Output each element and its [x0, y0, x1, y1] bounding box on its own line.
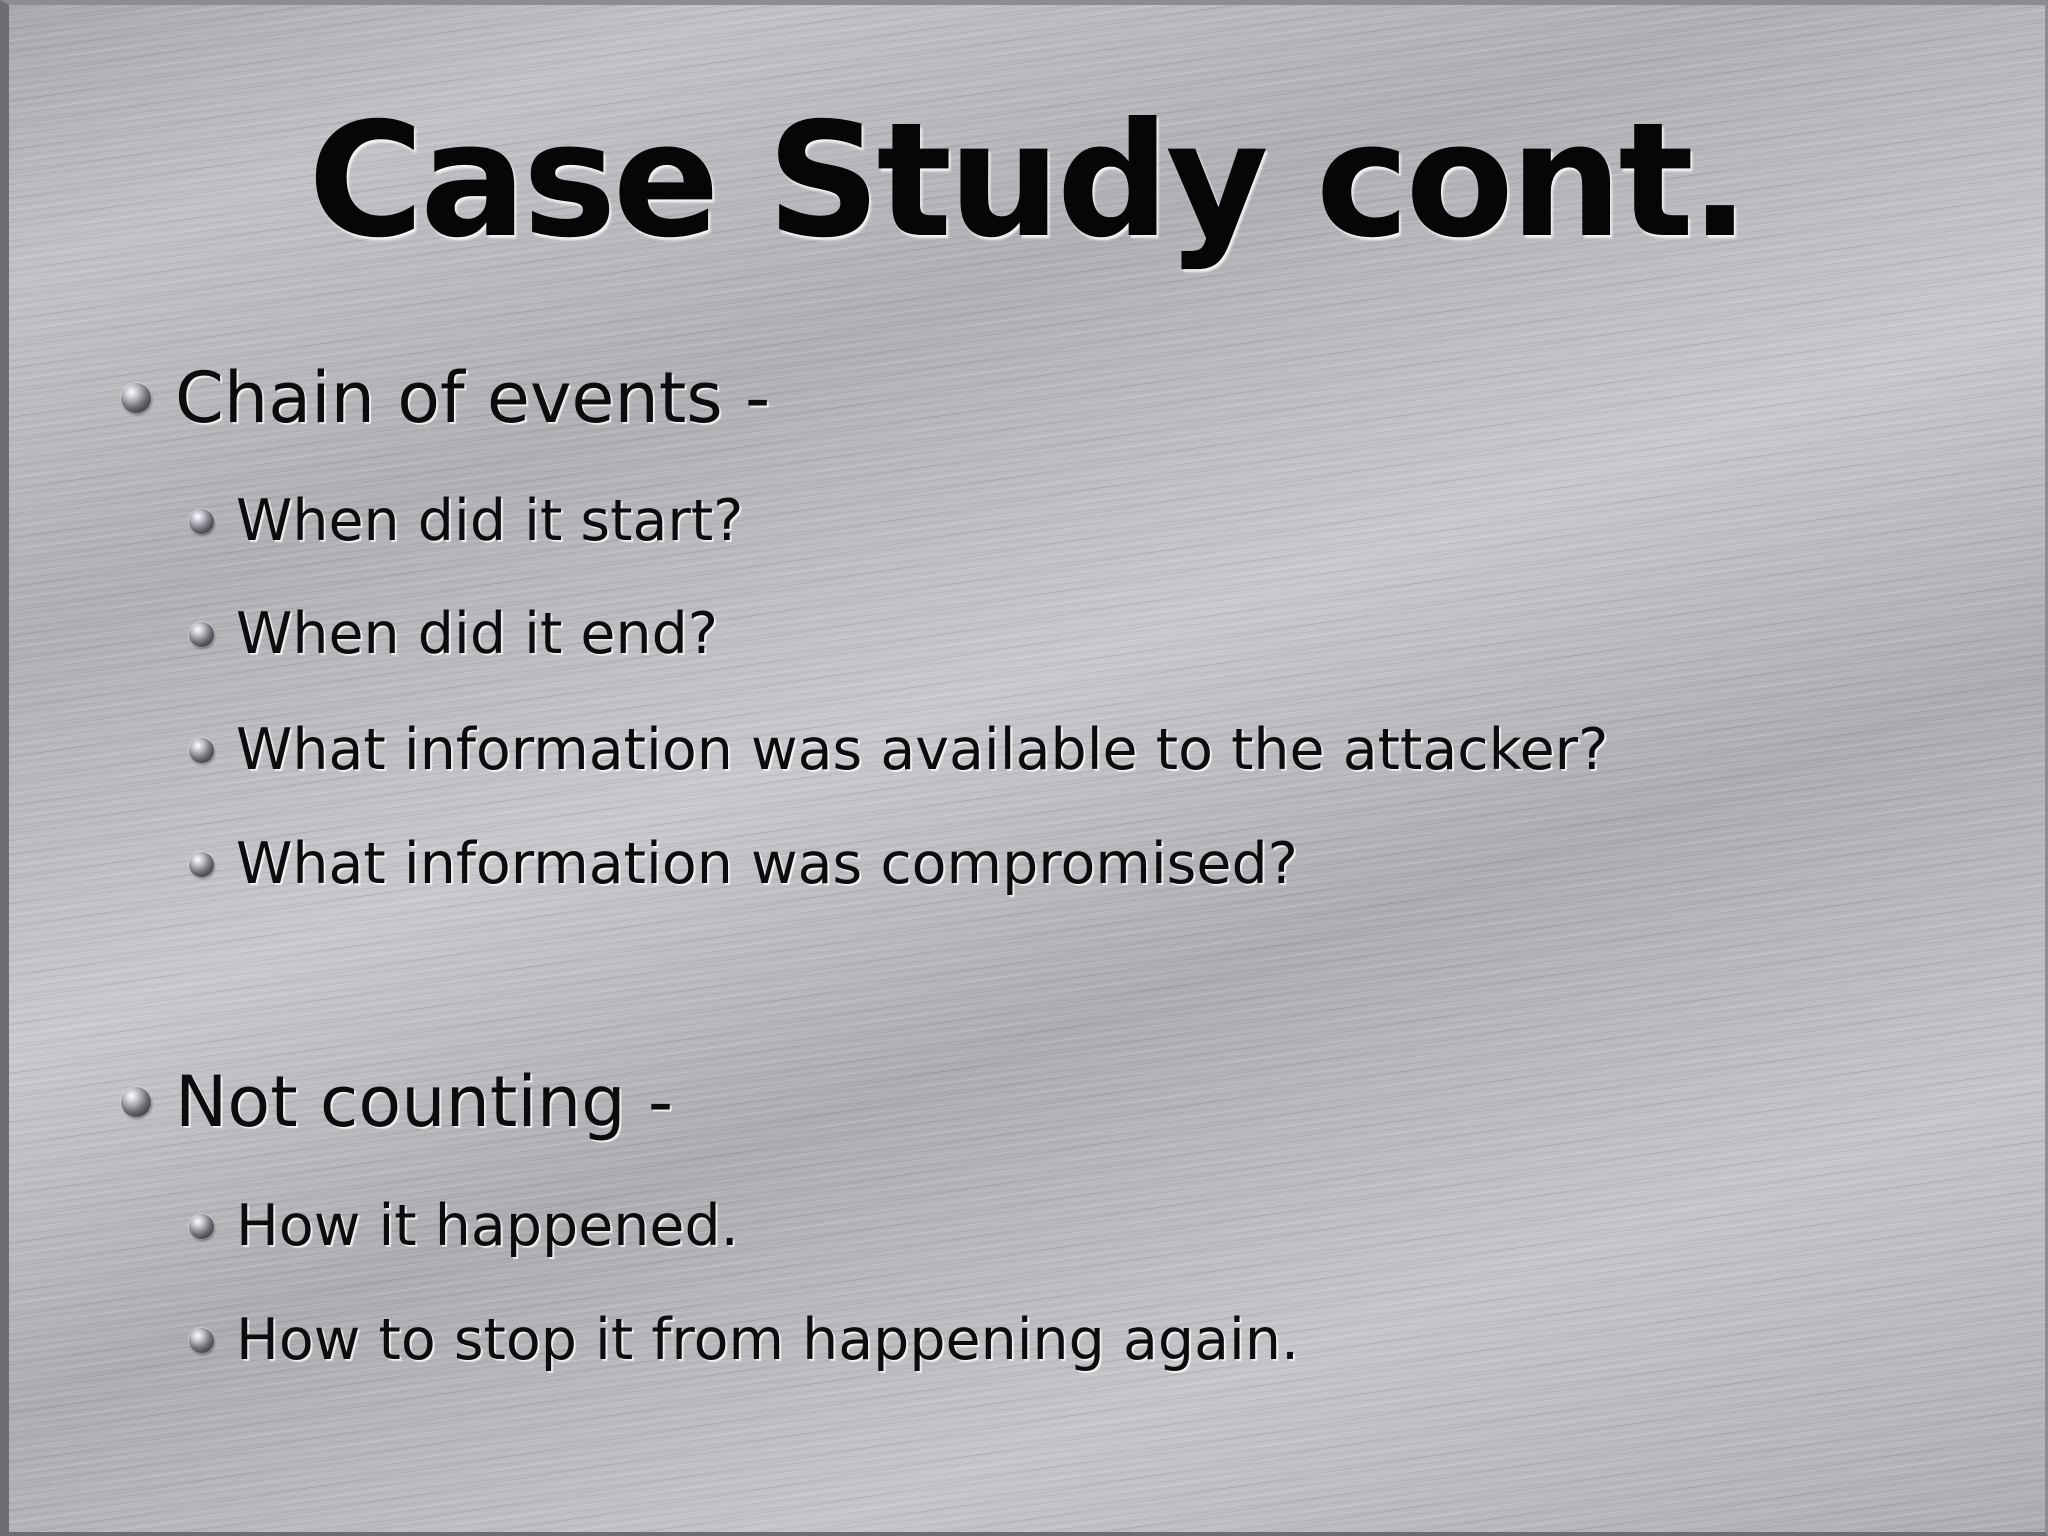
sub-bullet-text: What information was available to the attacker?	[236, 717, 1609, 783]
sub-bullet-text: What information was compromised?	[236, 831, 1298, 897]
sub-bullet-information-available	[189, 712, 1608, 788]
bullet-chain-of-events	[121, 353, 770, 443]
sphere-bullet-icon	[189, 622, 214, 647]
sub-bullet-end	[189, 596, 718, 672]
bullet-text: Not counting -	[175, 1061, 674, 1143]
sub-bullet-information-compromised	[189, 826, 1298, 902]
bullet-not-counting	[121, 1057, 673, 1147]
sub-bullet-start	[189, 483, 743, 559]
sub-bullet-text: How to stop it from happening again.	[236, 1307, 1300, 1373]
sphere-bullet-icon	[189, 1214, 214, 1239]
sphere-bullet-icon	[121, 1087, 151, 1117]
bullet-text: Chain of events -	[175, 357, 771, 439]
sphere-bullet-icon	[189, 509, 214, 534]
sub-bullet-how-happened	[189, 1188, 739, 1264]
sphere-bullet-icon	[189, 738, 214, 763]
sub-bullet-text: When did it start?	[236, 488, 744, 554]
sphere-bullet-icon	[189, 852, 214, 877]
sub-bullet-how-to-stop	[189, 1302, 1299, 1378]
sphere-bullet-icon	[189, 1328, 214, 1353]
sub-bullet-text: When did it end?	[236, 601, 719, 667]
sub-bullet-text: How it happened.	[236, 1193, 739, 1259]
slide-title: Case Study cont.	[308, 89, 1746, 273]
sphere-bullet-icon	[121, 383, 151, 413]
